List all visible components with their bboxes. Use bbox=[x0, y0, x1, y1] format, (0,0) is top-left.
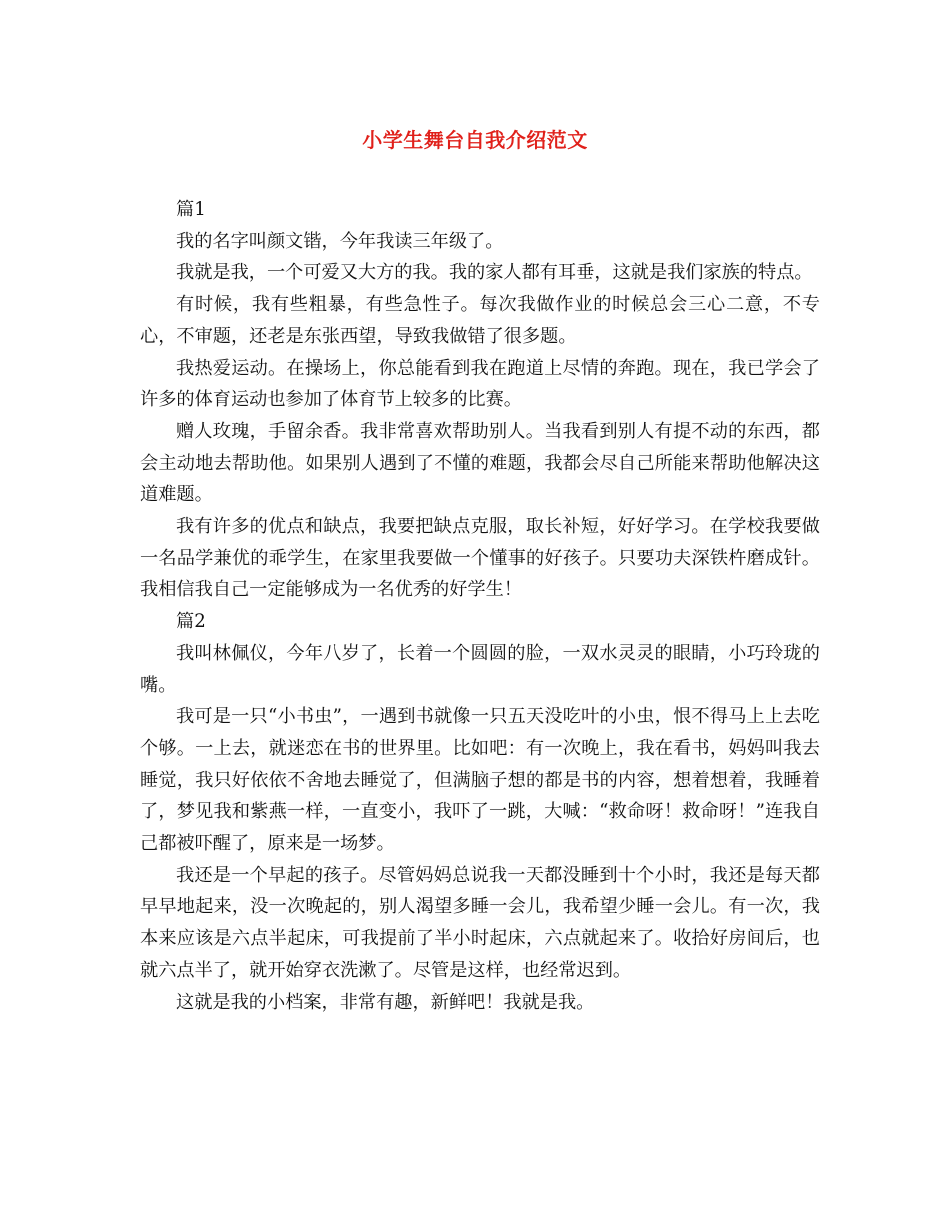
paragraph: 我还是一个早起的孩子。尽管妈妈总说我一天都没睡到十个小时，我还是每天都早早地起来，没一次晚起的，别人渴望多睡一会儿，我希望少睡一会儿。有一次，我本来应该是六点半起床，可我提前了半小时起床，六点就起来了。收拾好房间后，也就六点半了，就开始穿衣洗漱了。尽管是这样，也经常迟到。 bbox=[140, 864, 820, 981]
paragraph: 我的名字叫颜文锴，今年我读三年级了。 bbox=[176, 230, 504, 252]
paragraph: 赠人玫瑰，手留余香。我非常喜欢帮助别人。当我看到别人有提不动的东西，都会主动地去帮助他。如果别人遇到了不懂的难题，我都会尽自己所能来帮助他解决这道难题。 bbox=[140, 420, 820, 506]
section-heading-1: 篇1 bbox=[176, 199, 206, 220]
section-heading-2: 篇2 bbox=[176, 611, 206, 633]
paragraph: 我就是我，一个可爱又大方的我。我的家人都有耳垂，这就是我们家族的特点。 bbox=[176, 262, 813, 284]
paragraph: 这就是我的小档案，非常有趣，新鲜吧！我就是我。 bbox=[176, 991, 595, 1013]
paragraph: 我叫林佩仪，今年八岁了，长着一个圆圆的脸，一双水灵灵的眼睛，小巧玲珑的嘴。 bbox=[140, 642, 820, 696]
paragraph: 有时候，我有些粗暴，有些急性子。每次我做作业的时候总会三心二意，不专心，不审题，还老是东张西望，导致我做错了很多题。 bbox=[140, 294, 820, 347]
paragraph: 我可是一只“小书虫”，一遇到书就像一只五天没吃叶的小虫，恨不得马上上去吃个够。一上去，就迷恋在书的世界里。比如吧：有一次晚上，我在看书，妈妈叫我去睡觉，我只好依依不舍地去睡觉了，但满脑子想的都是书的内容，想着想着，我睡着了，梦见我和紫燕一样，一直变小，我吓了一跳，大喊：“救命呀！救命呀！”连我自己都被吓醒了，原来是一场梦。 bbox=[140, 706, 820, 855]
document-body bbox=[140, 194, 820, 1018]
paragraph: 我有许多的优点和缺点，我要把缺点克服，取长补短，好好学习。在学校我要做一名品学兼优的乖学生，在家里我要做一个懂事的好孩子。只要功夫深铁杵磨成针。我相信我自己一定能够成为一名优秀的好学生！ bbox=[140, 516, 820, 601]
paragraph: 我热爱运动。在操场上，你总能看到我在跑道上尽情的奔跑。现在，我已学会了许多的体育运动也参加了体育节上较多的比赛。 bbox=[140, 357, 820, 411]
document-title: 小学生舞台自我介绍范文 bbox=[362, 128, 588, 152]
